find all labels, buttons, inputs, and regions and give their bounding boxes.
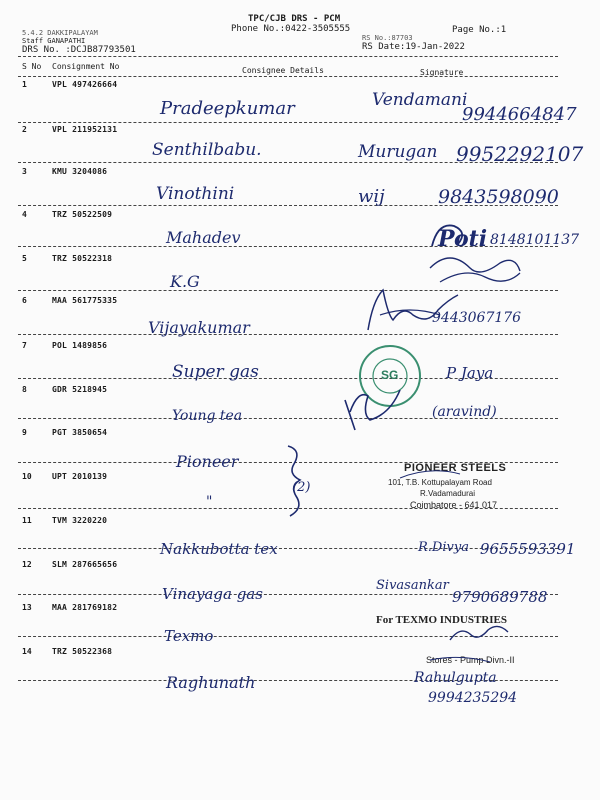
row-consignment-no: VPL 211952131 <box>52 125 118 134</box>
handwritten-signature: Sivasankar <box>376 578 449 593</box>
handwritten-consignee: Super gas <box>172 362 259 382</box>
handwritten-signature: Rahulgupta <box>414 670 497 686</box>
pioneer-stamp-town: R.Vadamadurai <box>420 489 475 498</box>
handwritten-consignee: Pioneer <box>176 452 239 471</box>
row-sno: 14 <box>22 647 32 656</box>
row-sno: 4 <box>22 210 27 219</box>
row-sno: 12 <box>22 560 32 569</box>
row-sno: 2 <box>22 125 27 134</box>
phone-number: Phone No.:0422-3505555 <box>231 24 351 34</box>
drs-number: DRS No. :DCJB87793501 <box>22 45 136 55</box>
handwritten-phone: 9952292107 <box>456 142 584 166</box>
header-line1: 5.4.2 DAKKIPALAYAM <box>22 29 98 37</box>
header-divider <box>18 56 558 57</box>
row-divider <box>18 334 558 335</box>
handwritten-phone: 9994235294 <box>428 690 518 706</box>
handwritten-consignee: Nakkubotta tex <box>160 540 278 558</box>
row-sno: 3 <box>22 167 27 176</box>
document-title: TPC/CJB DRS - PCM <box>248 14 341 24</box>
handwritten-consignee: Senthilbabu. <box>152 140 262 160</box>
station-label: Staff GANAPATHI <box>22 37 86 45</box>
rs-date: RS Date:19-Jan-2022 <box>362 42 465 52</box>
handwritten-consignee: Vinayaga gas <box>162 585 263 603</box>
pioneer-stamp-city: Coimbatore - 641 017 <box>410 500 498 510</box>
row-sno: 9 <box>22 428 27 437</box>
col-sno: S No <box>22 62 42 71</box>
row-consignment-no: MAA 561775335 <box>52 296 118 305</box>
page-number: Page No.:1 <box>452 25 507 35</box>
handwritten-signature: Vendamani <box>372 90 468 110</box>
row-consignment-no: TRZ 50522509 <box>52 210 113 219</box>
row-sno: 6 <box>22 296 27 305</box>
row-divider <box>18 636 558 637</box>
row-consignment-no: UPT 2010139 <box>52 472 108 481</box>
row-consignment-no: SLM 287665656 <box>52 560 118 569</box>
row-sno: 7 <box>22 341 27 350</box>
texmo-stamp-dept: Stores - Pump Divn.-II <box>426 655 515 665</box>
handwritten-signature: (aravind) <box>432 404 497 420</box>
row-sno: 11 <box>22 516 32 525</box>
row-sno: 13 <box>22 603 32 612</box>
handwritten-consignee: Vijayakumar <box>148 318 250 337</box>
handwritten-consignee: Mahadev <box>166 228 241 247</box>
handwritten-signature: wij <box>358 186 385 207</box>
handwritten-consignee: K.G <box>170 272 200 291</box>
row-sno: 8 <box>22 385 27 394</box>
row-consignment-no: GDR 5218945 <box>52 385 108 394</box>
row-divider <box>18 548 558 549</box>
row-consignment-no: POL 1489856 <box>52 341 108 350</box>
row-consignment-no: KMU 3204086 <box>52 167 108 176</box>
col-consignment-no: Consignment No <box>52 62 120 71</box>
handwritten-phone: 9443067176 <box>432 310 522 326</box>
row-consignment-no: MAA 281769182 <box>52 603 118 612</box>
handwritten-signature: P Jaya <box>446 364 494 382</box>
texmo-stamp-name: For TEXMO INDUSTRIES <box>376 614 508 626</box>
handwritten-consignee: Young tea <box>172 408 243 424</box>
handwritten-consignee: Vinothini <box>156 184 235 204</box>
rs-number: RS No.:87703 <box>362 34 413 42</box>
row-consignment-no: TRZ 50522318 <box>52 254 113 263</box>
row-consignment-no: PGT 3850654 <box>52 428 108 437</box>
handwritten-signature: Murugan <box>358 142 438 162</box>
row-consignment-no: TVM 3220220 <box>52 516 108 525</box>
handwritten-phone: 8148101137 <box>490 232 580 248</box>
handwritten-consignee: Pradeepkumar <box>160 98 295 119</box>
row-sno: 10 <box>22 472 32 481</box>
bracket-count: (2) <box>292 480 311 495</box>
row-sno: 5 <box>22 254 27 263</box>
col-signature: Signature <box>420 68 464 77</box>
col-consignee-details: Consignee Details <box>242 66 324 75</box>
pioneer-stamp-name: PIONEER STEELS <box>404 462 507 474</box>
handwritten-consignee: " <box>206 494 213 510</box>
row-divider <box>18 290 558 291</box>
handwritten-phone: 9655593391 <box>480 540 576 558</box>
columns-divider <box>18 76 558 77</box>
handwritten-phone: 9843598090 <box>438 186 559 208</box>
gas-seal-center: SG <box>381 368 399 382</box>
handwritten-phone: 9944664847 <box>462 104 577 125</box>
row-consignment-no: VPL 497426664 <box>52 80 118 89</box>
handwritten-consignee: Raghunath <box>166 673 256 692</box>
pioneer-stamp-address: 101, T.B. Kottupalayam Road <box>388 478 492 487</box>
handwritten-signature: R.Divya <box>418 540 469 555</box>
handwritten-phone: 9790689788 <box>452 588 548 606</box>
handwritten-consignee: Texmo <box>164 627 214 645</box>
row-consignment-no: TRZ 50522368 <box>52 647 113 656</box>
handwritten-signature: Poti <box>438 226 488 252</box>
row-sno: 1 <box>22 80 27 89</box>
